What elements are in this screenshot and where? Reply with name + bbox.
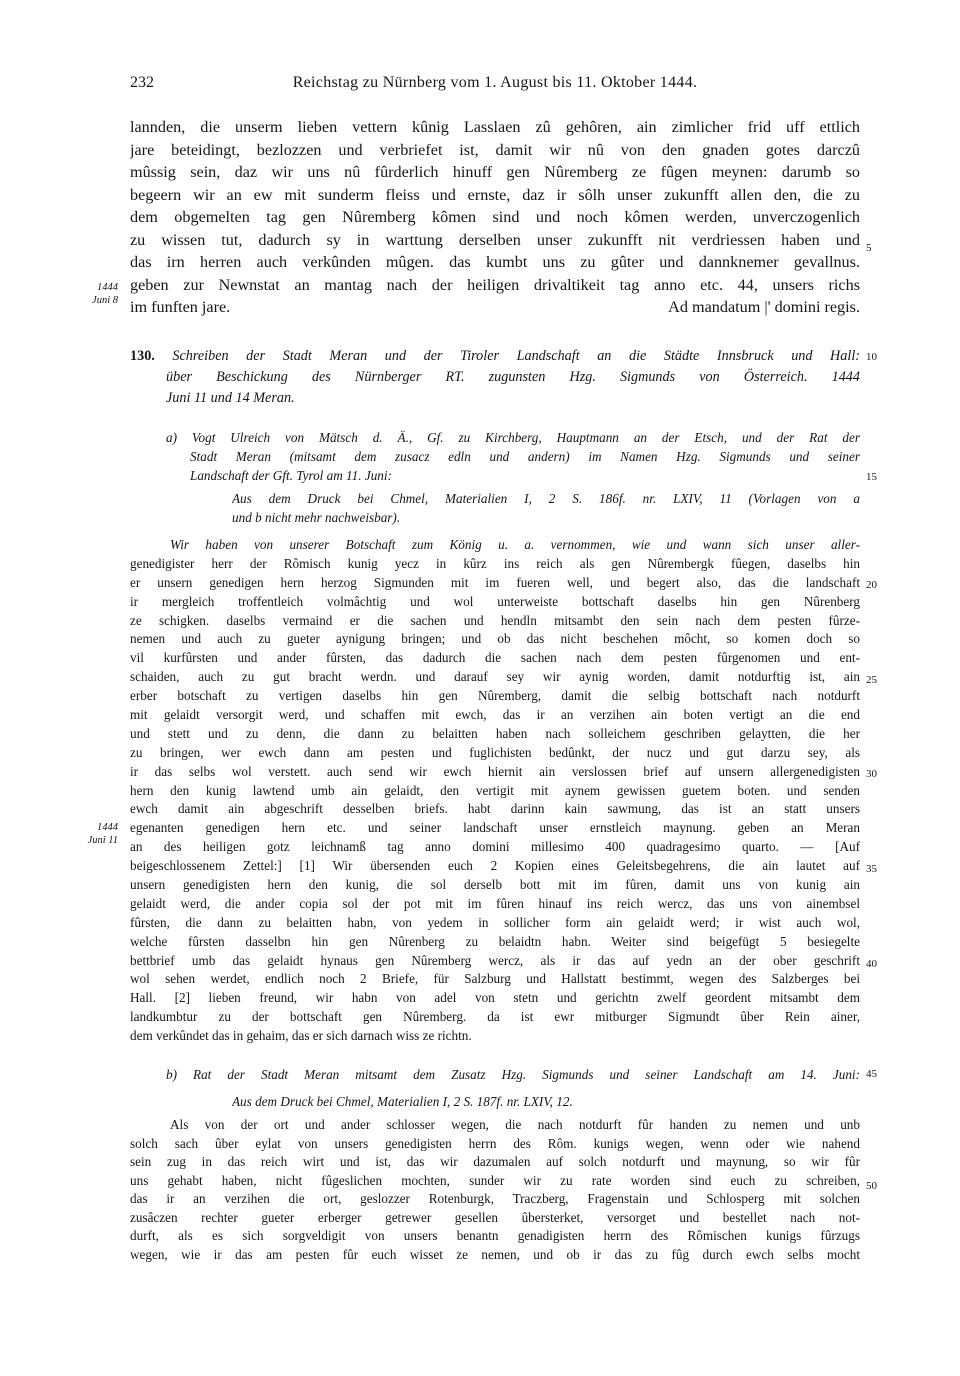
- text-line: er unsern genedigen hern herzog Sigmunden mit im fueren well, und begert also, das die landschaft: [130, 574, 860, 590]
- source-note-a: [232, 489, 860, 527]
- text-line: solch sach ûber eylat von unsers genedigisten herrn des Rôm. kunigs wegen, wenn oder wie nahend: [130, 1135, 860, 1151]
- text-line: ze schigken. daselbs vermaind er die sachen und hendln mitsambt den sein nach dem pesten fûrze-: [130, 612, 860, 628]
- text-line: ir mergleich troffentleich volmâchtig und wol unterweiste bottschaft daselbs hin gen Nûrenberg: [130, 593, 860, 609]
- signature-line: [130, 296, 860, 319]
- source-note-b: [232, 1092, 860, 1111]
- line-number: 10: [866, 351, 877, 363]
- subsection-b-heading: [166, 1065, 860, 1084]
- line-number: 45: [866, 1068, 877, 1080]
- text-line: das ir an verzihen die ort, geslozzer Rotenburgk, Traczberg, Fragenstain und Schlosperg mit solchen: [130, 1191, 860, 1206]
- text-line: zu wissen tut, dadurch sy in warttung derselben unser zukunfft nit verdriessen haben und: [130, 230, 860, 249]
- section-number: 130.: [130, 348, 155, 364]
- text-line: und b nicht mehr nachweisbar).: [232, 510, 401, 525]
- text-line: erber botschaft zu vertigen daselbs hin gen Nûremberg, damit die selbig bottschaft nach notdurft: [130, 688, 860, 704]
- text-line: ewch damit ain abgeschrift desselben briefs. habt darinn kain sawmung, das ist an statt unsers: [130, 801, 860, 817]
- margin-note-date: 1444 Juni 8: [92, 282, 118, 306]
- page-header: [130, 74, 860, 96]
- section-title-line: über Beschickung des Nürnberger RT. zugunsten Hzg. Sigmunds von Österreich. 1444: [166, 369, 860, 385]
- closing-date: im funften jare.: [130, 298, 231, 316]
- text-line: mit gelaidt versorgit werd, und schaffen mit ewch, das ir an verzihen ain boten vertigt an die end: [130, 707, 860, 723]
- text-line: bettbrief umb das gelaidt hynaus gen Nûremberg wercz, als ir das auf yedn an der ober geschrift: [130, 952, 860, 968]
- text-line: wol sehen werdet, endlich noch 2 Briefe, für Salzburg und Hallstatt bestimmt, wegen des Salzberges bei: [130, 971, 860, 987]
- line-number: 30: [866, 768, 877, 780]
- text-line: beigeschlossenem Zettel:] [1] Wir übersenden euch 2 Kopien eines Geleitsbegehrens, die ain lautet auf: [130, 858, 860, 874]
- text-line: Wir haben von unserer Botschaft zum König u. a. vernommen, wie und wann sich unser aller-: [170, 537, 860, 552]
- text-line: hern den kunig lawtend umb ain gelaidt, den vertigit mit aynem gewissen guetem boten. und senden: [130, 782, 860, 798]
- text-line: egenanten genedigen hern etc. und seiner landschaft unser ernstleich maynung. geben an Meran: [130, 820, 860, 836]
- margin-note-date: 1444 Juni 11: [87, 822, 118, 846]
- text-line: landkumbtur zu der bottschaft gen Nûremberg. da ist ewr mitburger Sigmundt ûber Rein ainer,: [130, 1009, 860, 1025]
- line-number: 35: [866, 863, 877, 875]
- section-title-line: Schreiben der Stadt Meran und der Tiroler Landschaft an die Städte Innsbruck und Hall:: [172, 348, 860, 364]
- text-line: uns gehabt haben, nicht fûgeslichen mochten, sunder wir zu rate worden sind euch zu schreiben,: [130, 1172, 860, 1188]
- text-line: jare beteidingt, bezlozzen und verbriefet ist, damit wir nû von den gnaden gotes darczû: [130, 140, 860, 159]
- letter-body-b: [130, 1116, 860, 1264]
- text-line: geben zur Newnstat an mantag nach der heiligen drivaltikeit tag anno etc. 44, unsers richs: [130, 275, 860, 294]
- text-line: a) Vogt Ulreich von Mätsch d. Ä., Gf. zu Kirchberg, Hauptmann an der Etsch, und der Rat der: [166, 430, 860, 445]
- text-line: wegen, wie ir das am pesten fûr euch wisset ze nemen, und ob ir das zu fûg durch ewch selbs mocht: [130, 1246, 860, 1262]
- text-line: sein zug in das reich wirt und ist, das wir dazumalen auf solch notdurft und maynung, so wir fûr: [130, 1154, 860, 1169]
- text-line: begeern wir an ew mit sunderm fleiss und ernste, daz ir sôlh unser zukunfft allen den, die zu: [130, 185, 860, 204]
- text-line: schaiden, auch zu gut bracht werdn. und darauf sey wir aynig worden, damit notdurftig ist, ain: [130, 669, 860, 685]
- text-line: Aus dem Druck bei Chmel, Materialien I, 2 S. 186f. nr. LXIV, 11 (Vorlagen von a: [232, 491, 860, 506]
- letter-continuation: [130, 116, 860, 319]
- section-title-line: Juni 11 und 14 Meran.: [166, 390, 295, 406]
- subsection-a-heading: [166, 428, 860, 485]
- line-number: 5: [866, 242, 872, 254]
- running-title: Reichstag zu Nürnberg vom 1. August bis 11. Oktober 1444.: [292, 74, 698, 91]
- text-line: vil kurfûrsten und ander fûrsten, das dadurch die sachen nach dem pesten fûrgenomen und ent-: [130, 650, 860, 666]
- text-line: fûrsten, die dann zu belaitten habn, von yedem in sollicher form ain gelaidt werd; ir wist auch wol,: [130, 914, 860, 930]
- text-line: ir das selbs wol verstett. auch send wir ewch hiernit ain verslossen brief auf unsern allergenedigisten: [130, 763, 860, 779]
- text-line: dem obgemelten tag gen Nûremberg kômen sind und noch kômen werden, unverczogenlich: [130, 208, 860, 226]
- text-line: nemen und auch zu gueter aynigung bringen; und ob das nicht beschehen môcht, so komen doch so: [130, 631, 860, 647]
- text-line: Als von der ort und ander schlosser wegen, die nach notdurft fûr handen zu nemen und unb: [170, 1117, 860, 1132]
- text-line: und stett und zu denn, die dann zu belaitten haben nach solleichem geschriben gelaytten, die her: [130, 725, 860, 741]
- text-line: Hall. [2] lieben freund, wir habn von adel von stetn und gerichtn zwelf geordent mitsambt dem: [130, 990, 860, 1006]
- text-line: zu bringen, wer ewch dann am pesten und fuglichisten bedûnkt, der nucz und gut darzu sey, als: [130, 744, 860, 760]
- text-line: zusâczen rechter gueter erberger getrewer gesellen ûbersterket, versorget und bestellet nach not-: [130, 1209, 860, 1225]
- line-number: 50: [866, 1180, 877, 1192]
- mandate-formula: Ad mandatum |' domini regis.: [668, 298, 860, 316]
- text-line: dem verkûndet das in gehaim, das er sich darnach wiss ze richtn.: [130, 1028, 472, 1044]
- text-line: welche fûrsten dasselbn hin gen Nûrenberg zu belaidtn habn. Weiter sind beigefügt 5 besiegelte: [130, 933, 860, 949]
- line-number: 15: [866, 471, 877, 483]
- text-line: gelaidt werd, die ander copia sol der pot mit im fûren hinauf ins reich wercz, das uns von ainembsel: [130, 895, 860, 911]
- text-line: mûssig sein, daz wir uns nû fûrderlich hinuff gen Nûremberg ze fûgen meynen: darumb so: [130, 163, 860, 181]
- text-line: das irn herren auch verkûnden mûgen. das kumbt uns zu gûter und dannknemer gevallnus.: [130, 253, 860, 271]
- text-line: genedigister herr der Rômisch kunig yecz in kûrz ins reich als gen Nûrembergk fûegen, daselbs hin: [130, 555, 860, 571]
- text-line: an des heiligen gotz leichnamß tag anno domini millesimo 400 quadragesimo quarto. — [Auf: [130, 839, 860, 855]
- line-number: 20: [866, 579, 877, 591]
- line-number: 40: [866, 958, 877, 970]
- text-line: Stadt Meran (mitsamt dem zusacz edln und andern) im Namen Hzg. Sigmunds und seiner: [190, 449, 860, 464]
- text-line: Landschaft der Gft. Tyrol am 11. Juni:: [190, 468, 392, 483]
- section-heading: [130, 346, 860, 409]
- page-number: 232: [130, 74, 154, 91]
- letter-body-a: [130, 536, 860, 1046]
- line-number: 25: [866, 674, 877, 686]
- text-line: b) Rat der Stadt Meran mitsamt dem Zusatz Hzg. Sigmunds und seiner Landschaft am 14. Juni:: [166, 1067, 860, 1082]
- text-line: lannden, die unserm lieben vettern kûnig Lasslaen zû gehôren, ain zimlicher frid uff ettlich: [130, 118, 860, 136]
- text-line: unsern genedigisten hern den kunig, die sol derselb bott mit im fûren, damit uns von kunig ain: [130, 877, 860, 893]
- text-line: durft, als es sich sorgveldigit von unsers benantn genadigisten herrn des Rômischen kunigs fûrzugs: [130, 1228, 860, 1243]
- text-line: Aus dem Druck bei Chmel, Materialien I, 2 S. 187f. nr. LXIV, 12.: [232, 1094, 573, 1109]
